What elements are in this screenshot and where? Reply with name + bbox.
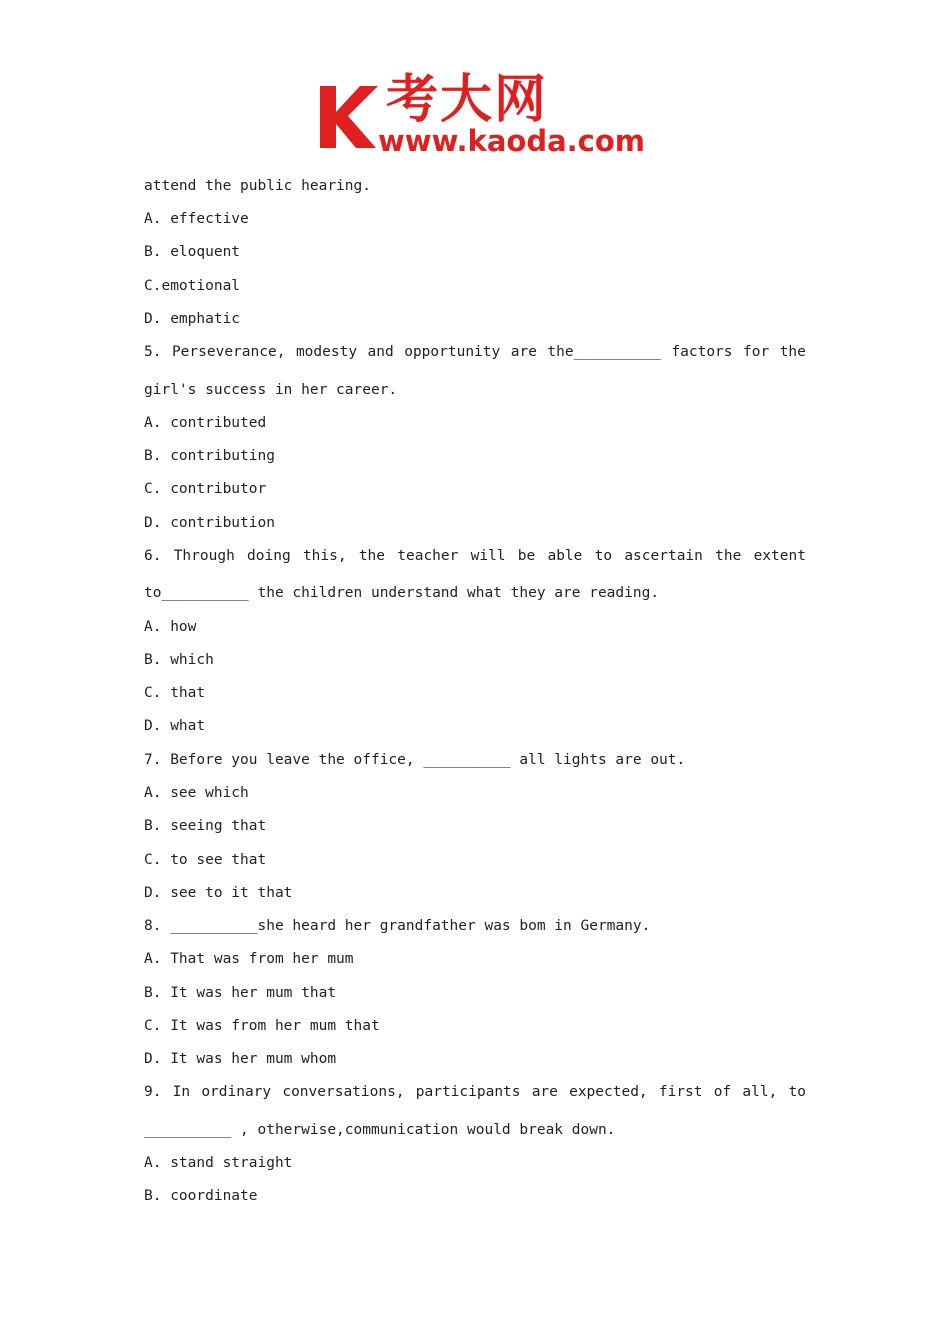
word: for [743,344,770,360]
word: are [510,344,537,360]
option-d: D. see to it that [144,885,293,901]
word: and [367,344,394,360]
word: of [713,1084,732,1100]
question-5-line-1 [144,343,806,361]
word: able [547,548,583,564]
word: ascertain [624,548,703,564]
word: first [658,1084,703,1100]
word: Through [173,548,235,564]
option-c: C. that [144,685,206,701]
option-d: D. what [144,718,206,734]
word: teacher [397,548,459,564]
word: 9. [144,1084,162,1100]
option-c: C. It was from her mum that [144,1018,380,1034]
k-logo-icon [318,78,382,150]
word: be [517,548,536,564]
word: 6. [144,548,162,564]
word: participants [415,1084,521,1100]
word: the [358,548,386,564]
question-8: 8. __________she heard her grandfather was bom in Germany. [144,918,651,934]
option-d: D. emphatic [144,311,241,327]
option-a: A. stand straight [144,1155,293,1171]
option-b: B. It was her mum that [144,985,337,1001]
word: opportunity [404,344,501,360]
option-c: C. to see that [144,852,267,868]
question-9-line-2: __________ , otherwise,communication would break down. [144,1122,616,1138]
word: expected, [569,1084,648,1100]
word: Perseverance, [171,344,286,360]
option-d: D. It was her mum whom [144,1051,337,1067]
question-5-line-2: girl's success in her career. [144,382,398,398]
question-9-line-1 [144,1083,806,1101]
option-b: B. contributing [144,448,275,464]
option-b: B. which [144,652,214,668]
question-6-line-1 [144,547,806,565]
word: to [788,1084,806,1100]
option-a: A. contributed [144,415,267,431]
word: 5. [144,344,162,360]
word: all, [742,1084,778,1100]
kaoda-logo [318,70,645,160]
word: factors [671,344,733,360]
text-line: attend the public hearing. [144,178,371,194]
logo-url-text: www.kaoda.com [378,124,645,158]
option-c: C. contributor [144,481,267,497]
option-b: B. seeing that [144,818,267,834]
option-d: D. contribution [144,515,275,531]
word: the [779,344,806,360]
word: the__________ [547,344,661,360]
option-b: B. eloquent [144,244,241,260]
word: In [172,1084,191,1100]
option-a: A. That was from her mum [144,951,354,967]
question-6-line-2: to__________ the children understand what they are reading. [144,585,660,601]
option-a: A. how [144,619,197,635]
logo-chinese-text: 考大网 [386,70,549,130]
word: modesty [295,344,358,360]
word: are [531,1084,558,1100]
word: the [715,548,742,564]
option-a: A. effective [144,211,249,227]
option-c: C.emotional [144,278,241,294]
option-b: B. coordinate [144,1188,258,1204]
word: this, [302,548,347,564]
option-a: A. see which [144,785,249,801]
word: extent [753,548,806,564]
word: doing [247,548,291,564]
word: conversations, [282,1084,405,1100]
word: will [470,548,506,564]
word: to [594,548,613,564]
question-7: 7. Before you leave the office, __________ all lights are out. [144,752,686,768]
word: ordinary [201,1084,272,1100]
